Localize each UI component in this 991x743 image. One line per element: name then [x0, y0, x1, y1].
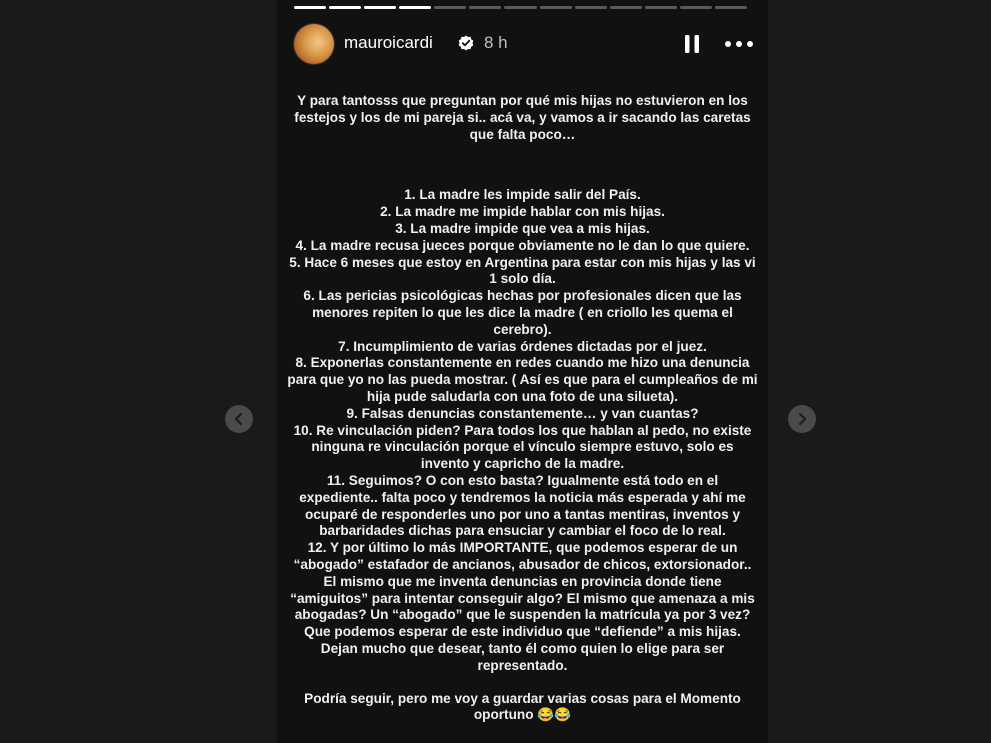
username[interactable]: mauroicardi: [344, 33, 433, 52]
list-item: 5. Hace 6 meses que estoy en Argentina para estar con mis hijas y las vi 1 solo día.: [289, 254, 756, 287]
story-progress-bar: [294, 6, 747, 9]
story-viewer[interactable]: [277, 0, 768, 743]
progress-segment: [715, 6, 747, 9]
progress-segment: [364, 6, 396, 9]
progress-segment: [575, 6, 607, 9]
chevron-left-icon: [232, 412, 246, 426]
story-text-content: [287, 93, 758, 724]
list-item: 8. Exponerlas constantemente en redes cuando me hizo una denuncia para que yo no las pueda mostrar. ( Así es que para el cumpleaños de mi hija pude saludarla con una foto de una silueta).: [287, 355, 758, 404]
progress-segment: [540, 6, 572, 9]
progress-segment: [399, 6, 431, 9]
numbered-list: [287, 187, 758, 674]
list-item: 4. La madre recusa jueces porque obviamente no le dan lo que quiere.: [295, 237, 750, 253]
progress-segment: [504, 6, 536, 9]
intro-paragraph: Y para tantosss que preguntan por qué mis hijas no estuvieron en los festejos y los de mi pareja si.. acá va, y vamos a ir sacando las caretas que falta poco…: [294, 93, 751, 142]
progress-segment: [469, 6, 501, 9]
more-options-icon[interactable]: [724, 33, 754, 55]
list-item: 10. Re vinculación piden? Para todos los que hablan al pedo, no existe ninguna re vinculación porque el vínculo siempre estuvo, solo es invento y capricho de la madre.: [293, 422, 752, 472]
list-item: 11. Seguimos? O con esto basta? Igualmente está todo en el expediente.. falta poco y tendremos la noticia más esperada y ahí me ocuparé de responderles uno por uno a tantas mentiras, inventos y barbaridades dichas para ensuciar y cambiar el foco de lo real.: [299, 472, 746, 539]
list-item: 9. Falsas denuncias constantemente… y van cuantas?: [346, 405, 699, 421]
list-item: 2. La madre me impide hablar con mis hijas.: [380, 204, 665, 220]
chevron-right-icon: [795, 412, 809, 426]
list-item: 6. Las pericias psicológicas hechas por profesionales dicen que las menores repiten lo que les dice la madre ( en criollo les quema el cerebro).: [303, 288, 742, 337]
progress-segment: [434, 6, 466, 9]
progress-segment: [294, 6, 326, 9]
next-story-button[interactable]: [788, 405, 816, 433]
progress-segment: [680, 6, 712, 9]
list-item: 3. La madre impide que vea a mis hijas.: [395, 220, 650, 236]
list-item: 12. Y por último lo más IMPORTANTE, que podemos esperar de un “abogado” estafador de ancianos, abusador de chicos, extorsionador.. El mismo que me inventa denuncias en provincia donde tiene “amiguitos” para intentar conseguir algo? El mismo que amenaza a mis abogadas? Un “abogado” que le suspenden la matrícula ya por 3 vez? Que podemos esperar de este individuo que “defiende” a mis hijas. Dejan mucho que desear, tanto él como quien lo elige para ser representado.: [290, 540, 755, 673]
verified-badge-icon: [458, 35, 474, 51]
list-item: 1. La madre les impide salir del País.: [404, 187, 641, 203]
previous-story-button[interactable]: [225, 405, 253, 433]
story-header: [294, 24, 751, 64]
pause-icon[interactable]: [684, 33, 700, 55]
progress-segment: [610, 6, 642, 9]
avatar[interactable]: [294, 24, 334, 64]
post-time: 8 h: [484, 33, 508, 52]
progress-segment: [645, 6, 677, 9]
closing-paragraph: Podría seguir, pero me voy a guardar varias cosas para el Momento oportuno 😂😂: [304, 690, 741, 723]
progress-segment: [329, 6, 361, 9]
list-item: 7. Incumplimiento de varias órdenes dictadas por el juez.: [338, 338, 707, 354]
